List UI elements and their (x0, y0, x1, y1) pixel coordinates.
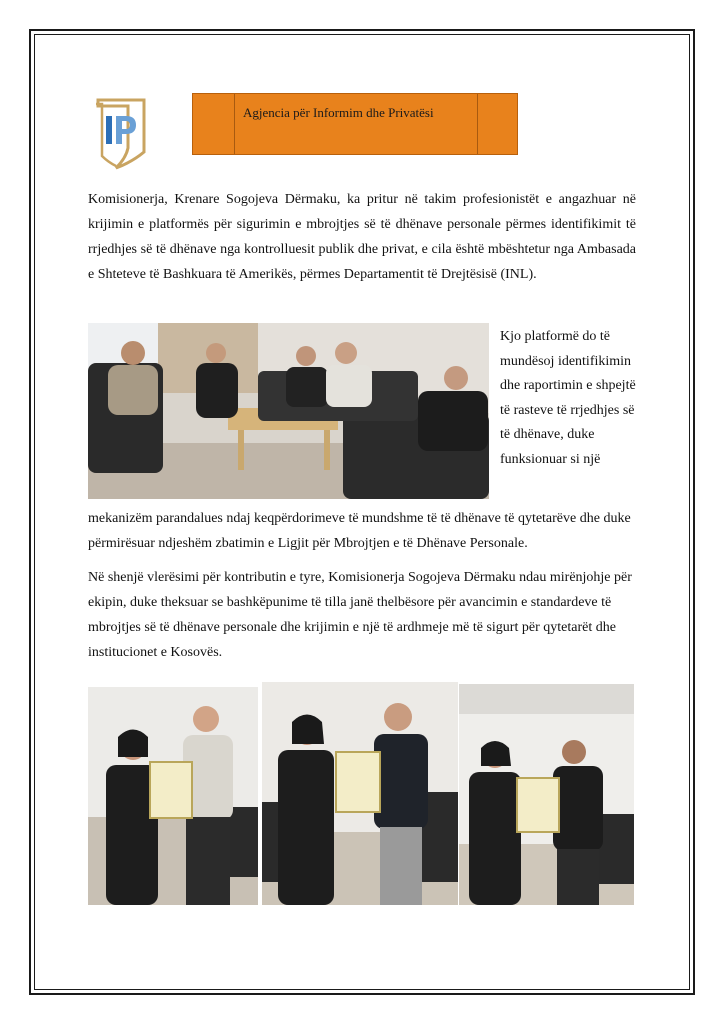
header-banner (192, 93, 518, 155)
paragraph-intro: Komisionerja, Krenare Sogojeva Dërmaku, ka pritur në takim profesionistët e angazhuar në krijimin e platformës për sigurimin e mbrojtjes së të dhënave personale përmes identifikimit të rrjedhjes së të dhënave nga kontrolluesit publik dhe privat, e cila është mbështetur nga Ambasada e Shteteve të Bashkuara të Amerikës, përmes Departamentit të Drejtësisë (INL). (88, 192, 636, 282)
meeting-photo (88, 323, 489, 499)
paragraph-platform-rest: mekanizëm parandalues ndaj keqpërdorimeve të mundshme të të dhënave të qytetarëve dhe duke përmirësuar ndjeshëm zbatimin e Ligjit për Mbrojtjen e të Dhënave Personale. (88, 511, 631, 551)
agency-title: Agjencia për Informim dhe Privatësi (243, 105, 434, 120)
paragraph-recognition: Në shenjë vlerësimi për kontributin e tyre, Komisionerja Sogojeva Dërmaku ndau mirënjohje për ekipin, duke theksuar se bashkëpunime të tilla janë thelbësore për avancimin e standardeve të mbrojtjes së të dhënave personale dhe krijimin e një të ardhmeje më të sigurt për qytetarët dhe institucionet e Kosovës. (88, 570, 632, 660)
agency-logo (92, 96, 150, 170)
award-photo-2 (262, 682, 458, 905)
paragraph-platform-side: Kjo platformë do të mundësoj identifikimin dhe raportimin e shpejtë të rasteve të rrjedhjes së të dhënave, duke funksionuar si një (500, 329, 636, 467)
award-photo-3 (459, 684, 634, 905)
award-photo-1 (88, 687, 258, 905)
